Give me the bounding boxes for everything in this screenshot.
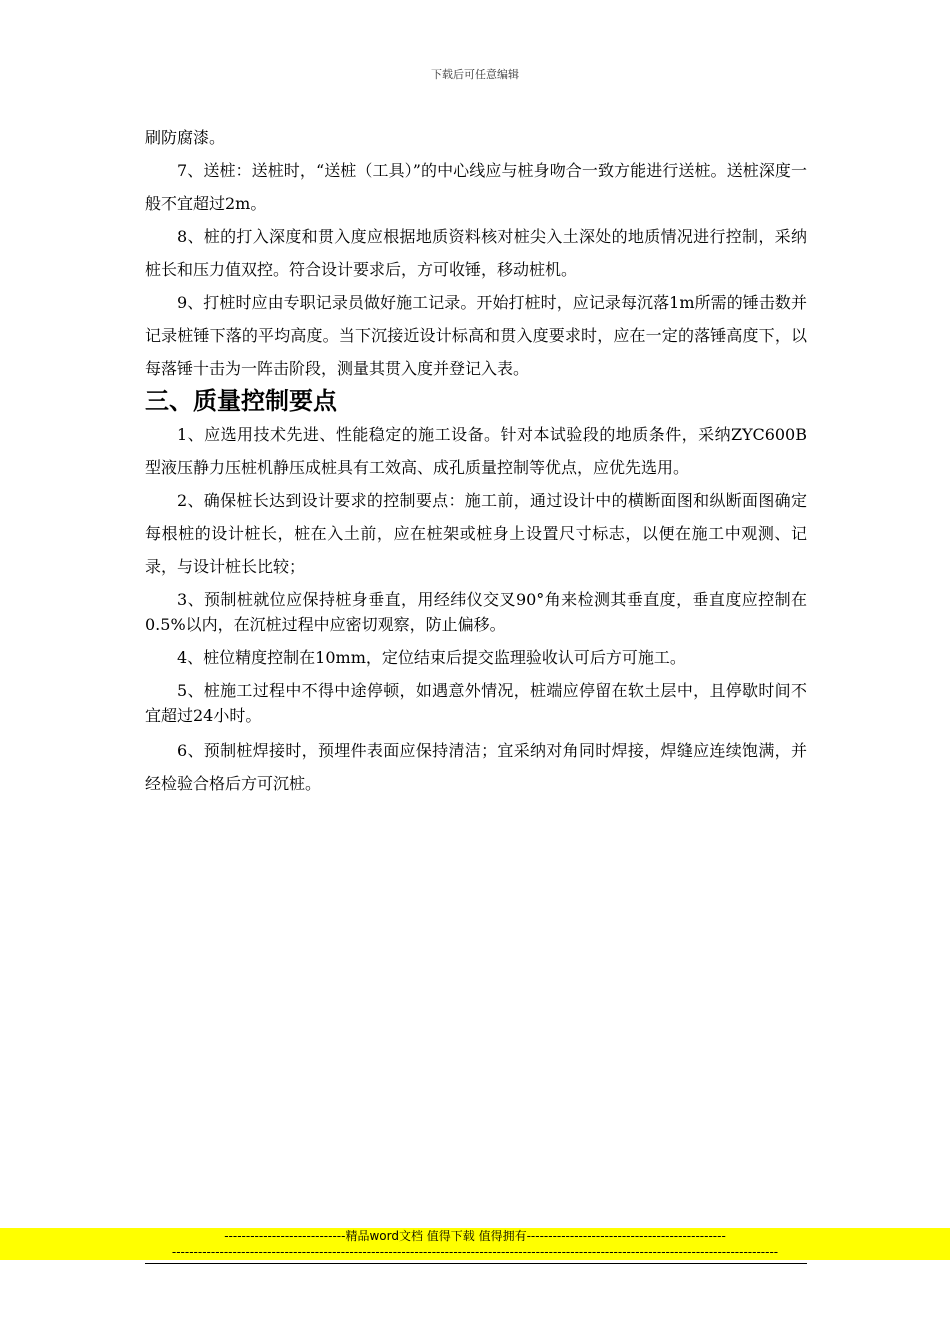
footer-divider — [145, 1263, 807, 1264]
page-header: 下载后可任意编辑 — [431, 68, 519, 81]
paragraph-item-9: 9、打桩时应由专职记录员做好施工记录。开始打桩时，应记录每沉落1m所需的锤击数并记录桩锤下落的平均高度。当下沉接近设计标高和贯入度要求时，应在一定的落锤高度下，以每落锤十击为一阵击阶段，测量其贯入度并登记入表。 — [145, 293, 807, 378]
footer-banner-line-2 — [0, 1244, 950, 1260]
footer-banner-text-1: ----------------------------精品word文档 值得下载 值得拥有---------------------------------------------- — [224, 1229, 726, 1243]
footer-banner-line-1 — [0, 1228, 950, 1244]
quality-item-3: 3、预制桩就位应保持桩身垂直，用经纬仪交叉90°角来检测其垂直度，垂直度应控制在0.5%以内，在沉桩过程中应密切观察，防止偏移。 — [145, 590, 807, 634]
document-body — [145, 121, 807, 800]
quality-item-2: 2、确保桩长达到设计要求的控制要点：施工前，通过设计中的横断面图和纵断面图确定每根桩的设计桩长，桩在入土前，应在桩架或桩身上设置尺寸标志，以便在施工中观测、记录，与设计桩长比较； — [145, 491, 807, 576]
quality-item-1: 1、应选用技术先进、性能稳定的施工设备。针对本试验段的地质条件，采纳ZYC600B型液压静力压桩机静压成桩具有工效高、成孔质量控制等优点，应优先选用。 — [145, 425, 807, 477]
footer-banner — [0, 1228, 950, 1260]
quality-item-6: 6、预制桩焊接时，预埋件表面应保持清洁；宜采纳对角同时焊接，焊缝应连续饱满，并经检验合格后方可沉桩。 — [145, 741, 807, 793]
paragraph-continuation: 刷防腐漆。 — [145, 128, 226, 147]
paragraph-item-8: 8、桩的打入深度和贯入度应根据地质资料核对桩尖入土深处的地质情况进行控制，采纳桩长和压力值双控。符合设计要求后，方可收锤，移动桩机。 — [145, 227, 807, 279]
section-heading: 三、质量控制要点 — [145, 387, 337, 415]
quality-item-5: 5、桩施工过程中不得中途停顿，如遇意外情况，桩端应停留在软土层中，且停歇时间不宜超过24小时。 — [145, 681, 807, 725]
paragraph-item-7: 7、送桩：送桩时，“送桩（工具）”的中心线应与桩身吻合一致方能进行送桩。送桩深度一般不宜超过2m。 — [145, 161, 807, 213]
quality-item-4: 4、桩位精度控制在10mm，定位结束后提交监理验收认可后方可施工。 — [177, 648, 686, 667]
footer-banner-text-2: -------------------------------------------------------------------------------------------------------------------------------------------- — [171, 1245, 779, 1259]
